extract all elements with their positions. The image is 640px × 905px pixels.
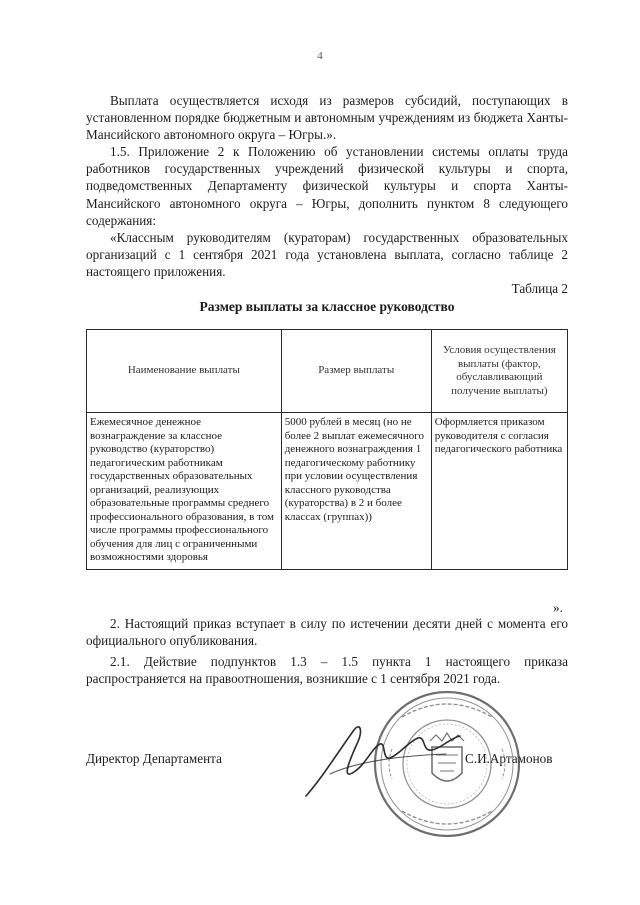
paragraph-payment-source: Выплата осуществляется исходя из размеров субсидий, поступающих в установленном порядке бюджетным и автономным учреждениям из бюджета Ханты-Мансийского автономного округа – Югры.».	[86, 93, 568, 143]
header-payment-name: Наименование выплаты	[87, 330, 282, 413]
signatory-position: Директор Департамента	[86, 751, 222, 766]
signatory-name: С.И.Артамонов	[465, 751, 553, 766]
paragraph-class-teachers: «Классным руководителям (кураторам) государственных образовательных организаций с 1 сентября 2021 года установлена выплата, согласно таблице 2 настоящего приложения.	[86, 230, 568, 280]
paragraph-retroactive: 2.1. Действие подпунктов 1.3 – 1.5 пункта 1 настоящего приказа распространяется на правоотношения, возникшие с 1 сентября 2021 года.	[86, 654, 568, 687]
header-payment-conditions: Условия осуществления выплаты (фактор, обуславливающий получение выплаты)	[431, 330, 567, 413]
header-payment-amount: Размер выплаты	[281, 330, 431, 413]
table-header-row	[87, 330, 568, 413]
page-number: 4	[317, 50, 323, 62]
table-caption: Таблица 2	[511, 281, 568, 296]
cell-payment-conditions: Оформляется приказом руководителя с согласия педагогического работника	[431, 413, 567, 570]
payment-table	[86, 329, 568, 570]
table-title: Размер выплаты за классное руководство	[199, 299, 455, 314]
paragraph-effective-date: 2. Настоящий приказ вступает в силу по истечении десяти дней с момента его официального опубликования.	[86, 616, 568, 649]
closing-quote-mark: ».	[553, 600, 563, 615]
table-row	[87, 413, 568, 570]
cell-payment-amount: 5000 рублей в месяц (но не более 2 выплат ежемесячного денежного вознаграждения 1 педагогическому работнику при условии осуществления классного руководства (кураторства) в 2 и более классах (группах))	[281, 413, 431, 570]
cell-payment-name: Ежемесячное денежное вознаграждение за классное руководство (кураторство) педагогическим работникам государственных образовательных организаций, реализующих образовательные программы среднего профессионального образования, в том числе программы профессионального обучения для лиц с ограниченными возможностями здоровья	[87, 413, 282, 570]
paragraph-item-1-5: 1.5. Приложение 2 к Положению об установлении системы оплаты труда работников государственных учреждений физической культуры и спорта, подведомственных Департаменту физической культуры и спорта Ханты-Мансийского автономного округа – Югры, дополнить пунктом 8 следующего содержания:	[86, 144, 568, 228]
handwritten-signature-icon	[296, 708, 466, 808]
